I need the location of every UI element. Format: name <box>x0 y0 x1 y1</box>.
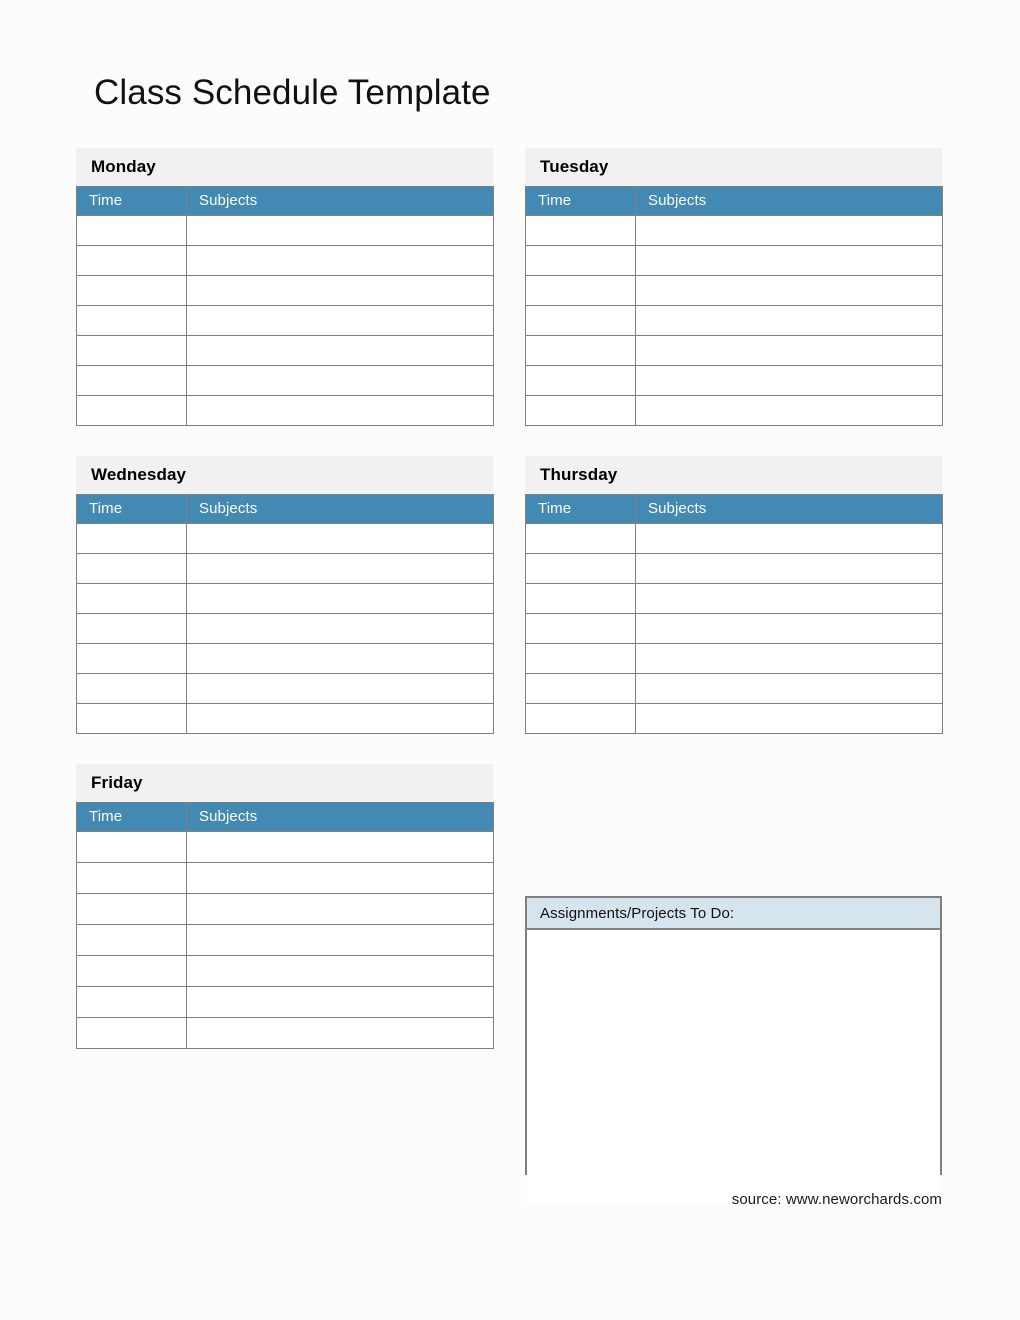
cell-time[interactable] <box>77 584 187 614</box>
cell-time[interactable] <box>77 246 187 276</box>
cell-subject[interactable] <box>636 584 943 614</box>
assignments-header <box>527 898 940 930</box>
assignments-title: Assignments/Projects To Do: <box>540 904 735 922</box>
cell-time[interactable] <box>77 554 187 584</box>
schedule-table-monday <box>76 186 494 426</box>
table-row <box>77 584 494 614</box>
column-header-subjects: Subjects <box>636 495 943 524</box>
cell-subject[interactable] <box>187 306 494 336</box>
cell-time[interactable] <box>77 1018 187 1049</box>
column-header-subjects: Subjects <box>636 187 943 216</box>
grid-row-1 <box>76 148 942 426</box>
column-header-time: Time <box>526 495 636 524</box>
table-row <box>77 306 494 336</box>
table-row <box>526 674 943 704</box>
cell-subject[interactable] <box>187 614 494 644</box>
table-header-row <box>526 495 943 524</box>
table-row <box>526 614 943 644</box>
cell-time[interactable] <box>526 584 636 614</box>
day-strip-thursday <box>525 456 942 494</box>
cell-time[interactable] <box>526 276 636 306</box>
cell-time[interactable] <box>526 554 636 584</box>
cell-time[interactable] <box>77 336 187 366</box>
cell-subject[interactable] <box>187 925 494 956</box>
cell-time[interactable] <box>526 396 636 426</box>
cell-subject[interactable] <box>187 644 494 674</box>
assignments-box <box>525 896 942 1175</box>
table-header-row <box>526 187 943 216</box>
table-row <box>77 216 494 246</box>
day-strip-tuesday <box>525 148 942 186</box>
table-row <box>526 366 943 396</box>
source-note: source: www.neworchards.com <box>731 1191 942 1208</box>
assignments-content-area[interactable] <box>527 930 940 1205</box>
cell-subject[interactable] <box>187 1018 494 1049</box>
cell-time[interactable] <box>526 246 636 276</box>
day-label-friday: Friday <box>91 773 143 792</box>
cell-time[interactable] <box>526 614 636 644</box>
cell-subject[interactable] <box>187 554 494 584</box>
column-header-time: Time <box>526 187 636 216</box>
table-row <box>526 644 943 674</box>
cell-time[interactable] <box>526 674 636 704</box>
cell-time[interactable] <box>77 894 187 925</box>
cell-time[interactable] <box>526 644 636 674</box>
cell-time[interactable] <box>77 216 187 246</box>
cell-subject[interactable] <box>187 894 494 925</box>
table-row <box>77 894 494 925</box>
cell-time[interactable] <box>77 614 187 644</box>
cell-subject[interactable] <box>187 584 494 614</box>
table-row <box>77 704 494 734</box>
table-row <box>77 336 494 366</box>
table-row <box>526 216 943 246</box>
table-row <box>526 584 943 614</box>
cell-subject[interactable] <box>187 276 494 306</box>
day-label-wednesday: Wednesday <box>91 465 187 484</box>
cell-subject[interactable] <box>636 614 943 644</box>
cell-subject[interactable] <box>187 336 494 366</box>
schedule-table-wednesday <box>76 494 494 734</box>
table-row <box>526 396 943 426</box>
table-row <box>77 987 494 1018</box>
day-label-monday: Monday <box>91 157 156 176</box>
cell-subject[interactable] <box>636 366 943 396</box>
table-row <box>77 276 494 306</box>
cell-subject[interactable] <box>636 246 943 276</box>
schedule-table-friday <box>76 802 494 1049</box>
table-row <box>77 674 494 704</box>
table-row <box>77 956 494 987</box>
day-card-thursday <box>525 456 942 734</box>
table-row <box>77 832 494 863</box>
table-row <box>77 925 494 956</box>
cell-subject[interactable] <box>187 366 494 396</box>
cell-time[interactable] <box>77 524 187 554</box>
day-card-friday <box>76 764 493 1049</box>
column-header-subjects: Subjects <box>187 495 494 524</box>
cell-subject[interactable] <box>187 524 494 554</box>
table-row <box>77 554 494 584</box>
table-row <box>77 863 494 894</box>
table-row <box>77 396 494 426</box>
cell-time[interactable] <box>526 216 636 246</box>
cell-time[interactable] <box>77 306 187 336</box>
cell-subject[interactable] <box>187 216 494 246</box>
table-row <box>77 524 494 554</box>
cell-subject[interactable] <box>187 956 494 987</box>
day-strip-wednesday <box>76 456 493 494</box>
table-row <box>77 246 494 276</box>
column-header-time: Time <box>77 187 187 216</box>
schedule-table-thursday <box>525 494 943 734</box>
cell-time[interactable] <box>526 524 636 554</box>
column-header-time: Time <box>77 495 187 524</box>
table-row <box>526 524 943 554</box>
cell-time[interactable] <box>77 366 187 396</box>
cell-time[interactable] <box>526 704 636 734</box>
cell-time[interactable] <box>77 704 187 734</box>
cell-subject[interactable] <box>187 863 494 894</box>
cell-time[interactable] <box>77 832 187 863</box>
cell-time[interactable] <box>77 956 187 987</box>
table-row <box>526 554 943 584</box>
table-row <box>526 276 943 306</box>
cell-time[interactable] <box>77 987 187 1018</box>
cell-time[interactable] <box>77 925 187 956</box>
day-card-monday <box>76 148 493 426</box>
cell-subject[interactable] <box>636 396 943 426</box>
table-header-row <box>77 803 494 832</box>
day-card-tuesday <box>525 148 942 426</box>
table-row <box>526 306 943 336</box>
table-header-row <box>77 495 494 524</box>
cell-subject[interactable] <box>636 674 943 704</box>
day-label-thursday: Thursday <box>540 465 618 484</box>
table-row <box>77 644 494 674</box>
cell-subject[interactable] <box>187 674 494 704</box>
table-row <box>77 1018 494 1049</box>
cell-subject[interactable] <box>187 246 494 276</box>
grid-row-2 <box>76 456 942 734</box>
cell-subject[interactable] <box>636 644 943 674</box>
cell-subject[interactable] <box>636 554 943 584</box>
cell-subject[interactable] <box>636 216 943 246</box>
table-row <box>77 614 494 644</box>
table-row <box>526 246 943 276</box>
cell-subject[interactable] <box>187 832 494 863</box>
cell-time[interactable] <box>77 396 187 426</box>
column-header-subjects: Subjects <box>187 187 494 216</box>
cell-subject[interactable] <box>187 704 494 734</box>
cell-time[interactable] <box>77 674 187 704</box>
cell-subject[interactable] <box>636 524 943 554</box>
table-row <box>526 704 943 734</box>
day-strip-friday <box>76 764 493 802</box>
day-card-wednesday <box>76 456 493 734</box>
cell-time[interactable] <box>77 863 187 894</box>
table-row <box>526 336 943 366</box>
cell-subject[interactable] <box>636 336 943 366</box>
cell-time[interactable] <box>526 306 636 336</box>
table-header-row <box>77 187 494 216</box>
cell-subject[interactable] <box>636 704 943 734</box>
cell-time[interactable] <box>77 644 187 674</box>
cell-subject[interactable] <box>636 276 943 306</box>
cell-time[interactable] <box>526 336 636 366</box>
cell-time[interactable] <box>526 366 636 396</box>
column-header-subjects: Subjects <box>187 803 494 832</box>
cell-subject[interactable] <box>187 987 494 1018</box>
day-label-tuesday: Tuesday <box>540 157 609 176</box>
table-row <box>77 366 494 396</box>
column-header-time: Time <box>77 803 187 832</box>
page-title: Class Schedule Template <box>94 73 491 112</box>
day-strip-monday <box>76 148 493 186</box>
schedule-table-tuesday <box>525 186 943 426</box>
cell-time[interactable] <box>77 276 187 306</box>
cell-subject[interactable] <box>187 396 494 426</box>
cell-subject[interactable] <box>636 306 943 336</box>
